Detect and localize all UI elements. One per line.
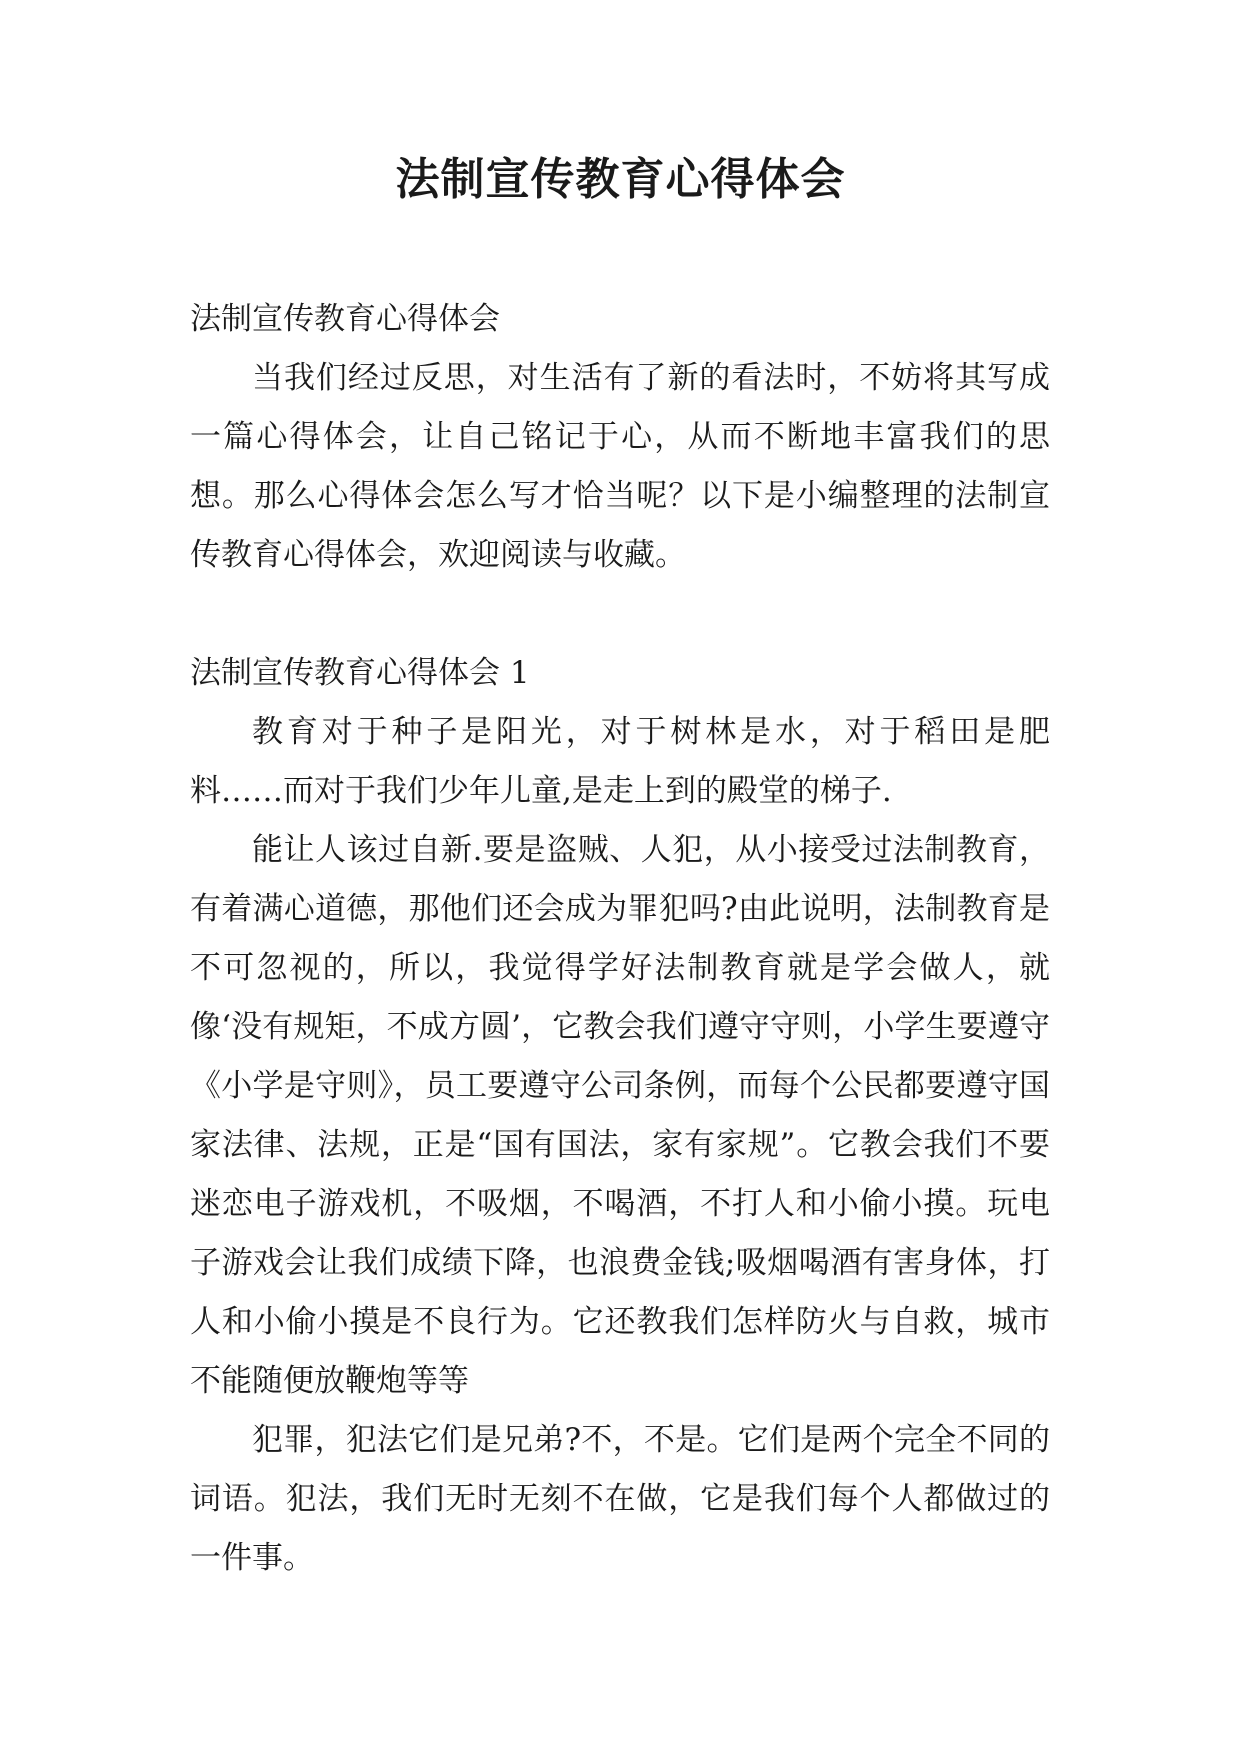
document-title: 法制宣传教育心得体会 [395,154,846,205]
body-paragraph: 犯罪，犯法它们是兄弟?不，不是。它们是两个完全不同的词语。犯法，我们无时无刻不在做，它是我们每个人都做过的一件事。 [190,1422,1050,1576]
intro-paragraph: 当我们经过反思，对生活有了新的看法时，不妨将其写成一篇心得体会，让自己铭记于心，从而不断地丰富我们的思想。那么心得体会怎么写才恰当呢？以下是小编整理的法制宣传教育心得体会，欢迎阅读与收藏。 [190,360,1050,573]
body-paragraph: 教育对于种子是阳光，对于树林是水，对于稻田是肥料……而对于我们少年儿童,是走上到的殿堂的梯子. [190,714,1050,809]
section-spacer [190,585,1050,644]
section-heading: 法制宣传教育心得体会 1 [190,655,530,691]
body-paragraph: 能让人该过自新.要是盗贼、人犯，从小接受过法制教育，有着满心道德，那他们还会成为罪犯吗?由此说明，法制教育是不可忽视的，所以，我觉得学好法制教育就是学会做人，就像‘没有规矩，不成方圆’，它教会我们遵守守则，小学生要遵守《小学是守则》，员工要遵守公司条例，而每个公民都要遵守国家法律、法规，正是“国有国法，家有家规”。它教会我们不要迷恋电子游戏机，不吸烟，不喝酒，不打人和小偷小摸。玩电子游戏会让我们成绩下降，也浪费金钱;吸烟喝酒有害身体，打人和小偷小摸是不良行为。它还教我们怎样防火与自救，城市不能随便放鞭炮等等 [190,832,1050,1399]
intro-heading: 法制宣传教育心得体会 [190,301,500,337]
document-body [190,290,1050,1588]
